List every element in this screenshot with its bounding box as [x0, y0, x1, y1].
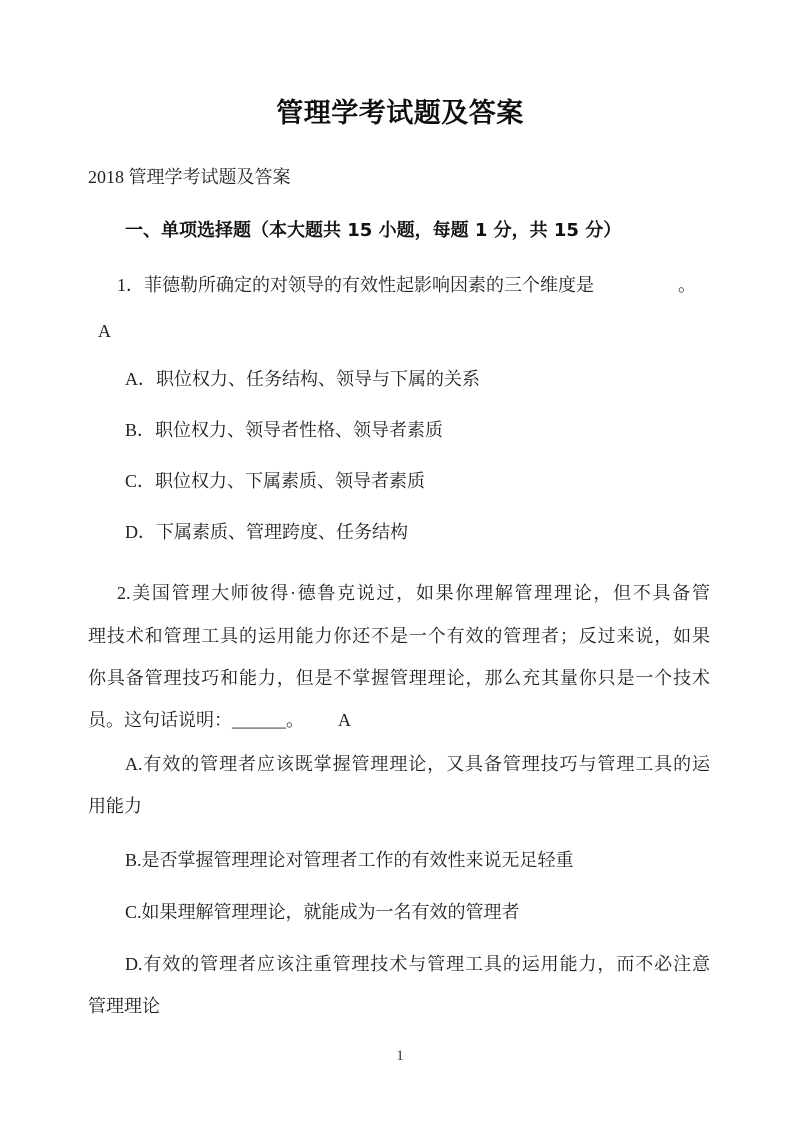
question-2-stem-line-1: 2.美国管理大师彼得·德鲁克说过，如果你理解管理理论，但不具备管 — [117, 583, 710, 603]
question-2-option-b: B.是否掌握管理理论对管理者工作的有效性来说无足轻重 — [125, 850, 574, 870]
page-number: 1 — [396, 1048, 404, 1064]
question-1-stem-text: 1．菲德勒所确定的对领导的有效性起影响因素的三个维度是 — [117, 275, 594, 295]
document-subtitle: 2018 管理学考试题及答案 — [88, 167, 291, 187]
question-2-option-c: C.如果理解管理理论，就能成为一名有效的管理者 — [125, 902, 520, 922]
question-1-stem-period: 。 — [678, 275, 696, 295]
section-heading: 一、单项选择题（本大题共 15 小题，每题 1 分，共 15 分） — [125, 220, 622, 241]
question-1-option-c: C．职位权力、下属素质、领导者素质 — [125, 471, 426, 491]
question-1-option-a: A．职位权力、任务结构、领导与下属的关系 — [125, 369, 480, 389]
question-2-fill-blank: ______ — [232, 710, 286, 730]
document-title: 管理学考试题及答案 — [276, 98, 524, 129]
question-2-stem-line-4 — [88, 710, 710, 730]
question-1-option-d: D．下属素质、管理跨度、任务结构 — [125, 522, 408, 542]
question-1-answer: A — [98, 321, 111, 341]
question-1-stem — [88, 275, 710, 295]
question-2-answer: A — [338, 710, 351, 730]
question-2-option-a-line-2: 用能力 — [88, 796, 142, 816]
question-2-stem-line-2: 理技术和管理工具的运用能力你还不是一个有效的管理者；反过来说，如果 — [88, 626, 710, 646]
question-1-option-b: B．职位权力、领导者性格、领导者素质 — [125, 420, 444, 440]
question-2-option-d-line-2: 管理理论 — [88, 996, 160, 1016]
question-2-blank-period: 。 — [286, 710, 304, 730]
question-2-option-d-line-1: D.有效的管理者应该注重管理技术与管理工具的运用能力，而不必注意 — [125, 954, 710, 974]
question-2-option-a-line-1: A.有效的管理者应该既掌握管理理论，又具备管理技巧与管理工具的运 — [125, 754, 710, 774]
question-2-stem-line-3: 你具备管理技巧和能力，但是不掌握管理理论，那么充其量你只是一个技术 — [88, 668, 710, 688]
question-2-stem-line-4-text: 员。这句话说明： — [88, 710, 232, 730]
